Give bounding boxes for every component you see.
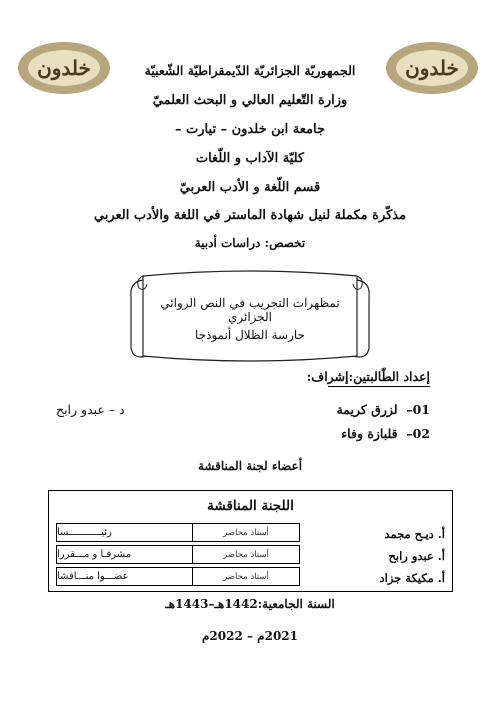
member-3-rank [192,567,300,586]
header-specialty: تخصص: دراسات أدبية [194,236,306,250]
header-faculty: كليّة الآداب و اللّغات [195,151,305,166]
member-3-name: أ. مكيكة جزاد [379,571,445,585]
member-2-name: أ. عبدو رابح [388,549,445,563]
student-2-num: 02– [406,426,430,441]
header-republic: الجمهوريّة الجزائريّة الدّيمقراطيّة الشّعبيّة [144,63,356,78]
committee-heading: أعضاء لجنة المناقشة [197,459,303,473]
thesis-title-line2: حارسة الظلال أنموذجا [195,328,305,342]
academic-year-hijri: السنة الجامعية:1442هـ–1443هـ [165,597,335,611]
member-2-role-text: مشرفـا و مـــقررا [57,549,132,560]
member-1-name: أ. ديـح مجمد [384,527,445,541]
prepared-by-label: إعداد الطّالبتين: [348,369,430,384]
supervision-label: إشراف: [306,369,349,384]
member-3-role [56,567,193,586]
member-1-role-text: رئيـــــــــــسا [57,527,112,538]
prep-underline [328,386,430,387]
member-2-role [56,545,193,564]
header-ministry: وزارة التّعليم العالي و البحث العلميّ [152,93,348,108]
member-1-role [56,523,193,542]
student-2 [341,426,430,441]
supervisor-name: د – عبدو رابح [56,402,125,417]
member-2-rank-text: أستاذ محاضر [223,549,269,560]
logo-text-left: خلدون [37,56,91,80]
thesis-title-line1: تمظهرات التجريب في النص الروائي الجزائري [160,296,340,324]
member-1-rank [192,523,300,542]
member-3-role-text: عضـــوا منـــاقشا [57,571,129,582]
member-2-rank [192,545,300,564]
header-thesis: مذكّرة مكملة لنيل شهادة الماستر في اللغة والأدب العربي [93,208,407,223]
academic-year-gregorian: 2021م – 2022م [201,629,299,643]
student-1-num: 01– [406,402,430,417]
student-1-name: لزرق كريمة [336,402,398,417]
logo-text-right: خلدون [405,56,459,80]
member-3-rank-text: أستاذ محاضر [223,571,269,582]
committee-title: اللجنة المناقشة [207,498,294,514]
header-university: جامعة ابن خلدون – تيارت – [175,122,325,137]
header-department: قسم اللّغة و الأدب العربيّ [179,180,321,195]
student-2-name: قلبازة وفاء [341,426,398,441]
prep-label [307,369,430,384]
member-1-rank-text: أستاذ محاضر [223,527,269,538]
student-1 [337,402,430,417]
